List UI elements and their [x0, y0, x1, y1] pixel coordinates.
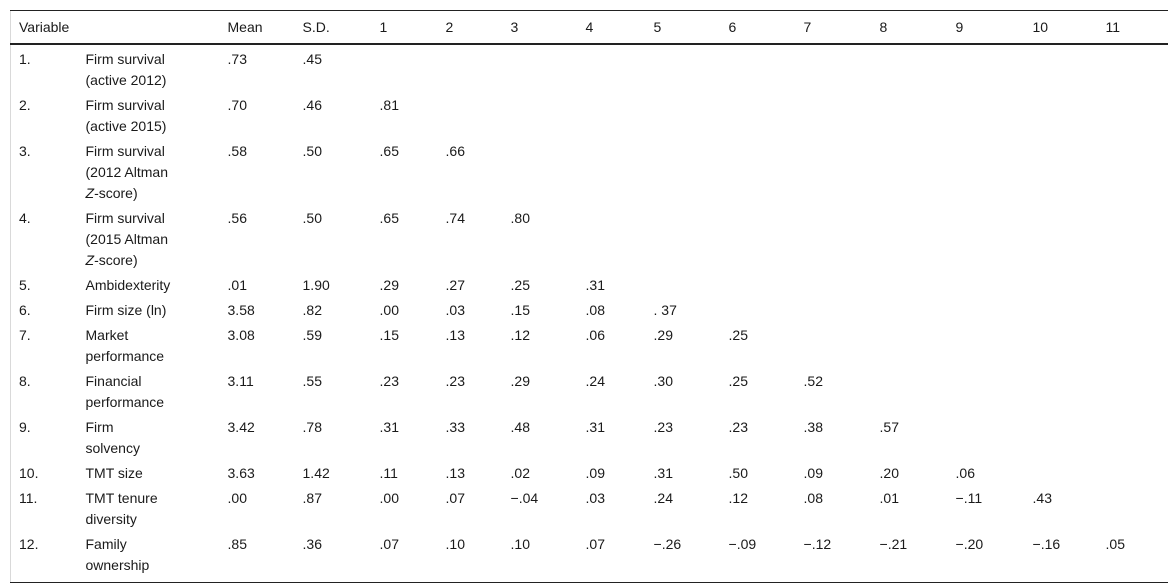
variable-name — [78, 296, 220, 321]
correlation-value — [872, 91, 948, 137]
correlation-value — [646, 91, 721, 137]
correlation-value — [578, 91, 646, 137]
correlation-value: .08 — [578, 296, 646, 321]
correlation-value: .57 — [872, 413, 948, 459]
row-number: 11. — [11, 484, 78, 530]
variable-name-line: ownership — [86, 555, 214, 576]
sd-value: .82 — [295, 296, 372, 321]
correlation-value: .48 — [503, 413, 578, 459]
variable-name — [78, 44, 220, 91]
sd-value: .46 — [295, 91, 372, 137]
correlation-value: −.11 — [948, 484, 1025, 530]
correlation-value — [948, 204, 1025, 271]
correlation-value — [1098, 44, 1168, 91]
correlation-value — [796, 137, 872, 204]
correlation-value — [1098, 204, 1168, 271]
correlation-value: .43 — [1025, 484, 1098, 530]
mean-value: .56 — [220, 204, 295, 271]
variable-name-line: solvency — [86, 438, 214, 459]
sd-value: .78 — [295, 413, 372, 459]
sd-value: .55 — [295, 367, 372, 413]
variable-name — [78, 459, 220, 484]
correlation-value: .66 — [438, 137, 503, 204]
correlation-value — [1025, 44, 1098, 91]
correlation-value — [503, 137, 578, 204]
correlation-value — [721, 204, 796, 271]
correlation-value — [503, 44, 578, 91]
variable-name-line: Firm survival — [86, 49, 214, 70]
row-number: 12. — [11, 530, 78, 583]
correlation-value: .74 — [438, 204, 503, 271]
table-row — [11, 367, 1168, 413]
header-mean: Mean — [220, 11, 295, 45]
correlation-value: .12 — [721, 484, 796, 530]
correlation-value — [503, 91, 578, 137]
variable-name-line: Ambidexterity — [86, 275, 214, 296]
correlation-value: .03 — [438, 296, 503, 321]
sd-value: .59 — [295, 321, 372, 367]
row-number: 8. — [11, 367, 78, 413]
table-row — [11, 459, 1168, 484]
correlation-value — [1098, 367, 1168, 413]
correlation-value — [948, 44, 1025, 91]
variable-name-line: Family — [86, 534, 214, 555]
correlation-value — [1025, 367, 1098, 413]
sd-value: .36 — [295, 530, 372, 583]
correlation-value — [1098, 271, 1168, 296]
correlation-value — [578, 137, 646, 204]
correlation-value — [796, 271, 872, 296]
sd-value: 1.42 — [295, 459, 372, 484]
correlation-value — [1025, 271, 1098, 296]
mean-value: .85 — [220, 530, 295, 583]
correlation-value: .31 — [578, 271, 646, 296]
variable-name-line: Firm size (ln) — [86, 300, 214, 321]
correlation-value: .38 — [796, 413, 872, 459]
sd-value: .45 — [295, 44, 372, 91]
correlation-value — [948, 91, 1025, 137]
header-7: 7 — [796, 11, 872, 45]
variable-name — [78, 413, 220, 459]
correlation-value — [1025, 296, 1098, 321]
correlation-value — [578, 204, 646, 271]
variable-name-line: Firm — [86, 417, 214, 438]
variable-name — [78, 321, 220, 367]
correlation-value — [948, 413, 1025, 459]
correlation-value — [1098, 137, 1168, 204]
header-4: 4 — [578, 11, 646, 45]
variable-name-line: (2015 Altman — [86, 229, 214, 250]
table-row — [11, 413, 1168, 459]
correlation-value — [646, 44, 721, 91]
row-number: 5. — [11, 271, 78, 296]
correlation-value: .52 — [796, 367, 872, 413]
correlation-value — [1025, 321, 1098, 367]
correlation-value — [721, 91, 796, 137]
variable-name-line: Firm survival — [86, 141, 214, 162]
correlation-value — [721, 137, 796, 204]
table-row — [11, 484, 1168, 530]
correlation-value: .13 — [438, 321, 503, 367]
variable-name-line: Z-score) — [86, 183, 214, 204]
correlation-value — [1025, 137, 1098, 204]
header-variable: Variable — [11, 11, 220, 45]
row-number: 7. — [11, 321, 78, 367]
correlation-value — [1098, 484, 1168, 530]
variable-name — [78, 484, 220, 530]
correlation-value: .50 — [721, 459, 796, 484]
correlation-value — [1098, 321, 1168, 367]
correlation-value: −.16 — [1025, 530, 1098, 583]
correlation-value: .29 — [372, 271, 438, 296]
row-number: 2. — [11, 91, 78, 137]
variable-name-line: Z-score) — [86, 250, 214, 271]
correlation-value — [796, 321, 872, 367]
variable-name-line: Firm survival — [86, 208, 214, 229]
mean-value: .58 — [220, 137, 295, 204]
correlation-value — [372, 44, 438, 91]
header-3: 3 — [503, 11, 578, 45]
variable-name-line: (active 2012) — [86, 70, 214, 91]
row-number: 10. — [11, 459, 78, 484]
correlation-value — [438, 91, 503, 137]
sd-value: .87 — [295, 484, 372, 530]
header-10: 10 — [1025, 11, 1098, 45]
correlation-value — [872, 367, 948, 413]
table-row — [11, 296, 1168, 321]
correlation-value: . 37 — [646, 296, 721, 321]
mean-value: .70 — [220, 91, 295, 137]
mean-value: .01 — [220, 271, 295, 296]
variable-name — [78, 91, 220, 137]
header-9: 9 — [948, 11, 1025, 45]
correlation-value — [872, 271, 948, 296]
variable-name-line: Market — [86, 325, 214, 346]
correlation-value: .31 — [646, 459, 721, 484]
correlation-value — [646, 271, 721, 296]
correlation-value: −.21 — [872, 530, 948, 583]
correlation-value: −.20 — [948, 530, 1025, 583]
variable-name-line: TMT tenure — [86, 488, 214, 509]
correlation-value: .25 — [721, 367, 796, 413]
correlation-value: .05 — [1098, 530, 1168, 583]
correlation-value: .13 — [438, 459, 503, 484]
correlation-value: .25 — [721, 321, 796, 367]
correlation-value — [438, 44, 503, 91]
correlation-table — [10, 10, 1168, 583]
correlation-value — [948, 271, 1025, 296]
correlation-value — [948, 321, 1025, 367]
correlation-value: −.04 — [503, 484, 578, 530]
correlation-value: .08 — [796, 484, 872, 530]
correlation-value — [796, 204, 872, 271]
header-5: 5 — [646, 11, 721, 45]
correlation-value — [796, 44, 872, 91]
correlation-value: .07 — [578, 530, 646, 583]
variable-name-line: (2012 Altman — [86, 162, 214, 183]
correlation-value — [721, 296, 796, 321]
correlation-value: .07 — [372, 530, 438, 583]
correlation-value — [721, 271, 796, 296]
correlation-value — [872, 137, 948, 204]
header-11: 11 — [1098, 11, 1168, 45]
correlation-value — [872, 321, 948, 367]
correlation-value: .10 — [503, 530, 578, 583]
table-row — [11, 91, 1168, 137]
correlation-value: .81 — [372, 91, 438, 137]
correlation-value: .15 — [503, 296, 578, 321]
correlation-value — [872, 296, 948, 321]
correlation-value: .09 — [578, 459, 646, 484]
correlation-value: .01 — [872, 484, 948, 530]
table-body — [11, 44, 1168, 583]
mean-value: 3.58 — [220, 296, 295, 321]
correlation-value: .24 — [578, 367, 646, 413]
correlation-value: .33 — [438, 413, 503, 459]
correlation-value — [948, 367, 1025, 413]
correlation-value — [578, 44, 646, 91]
table-row — [11, 44, 1168, 91]
variable-name — [78, 204, 220, 271]
variable-name — [78, 367, 220, 413]
correlation-value: −.09 — [721, 530, 796, 583]
header-6: 6 — [721, 11, 796, 45]
correlation-value: .29 — [646, 321, 721, 367]
correlation-value: −.26 — [646, 530, 721, 583]
variable-name-line: TMT size — [86, 463, 214, 484]
correlation-value: .11 — [372, 459, 438, 484]
correlation-value — [1025, 204, 1098, 271]
correlation-value — [1025, 413, 1098, 459]
header-row — [11, 11, 1168, 45]
row-number: 1. — [11, 44, 78, 91]
correlation-value: .15 — [372, 321, 438, 367]
correlation-value — [1025, 459, 1098, 484]
mean-value: .73 — [220, 44, 295, 91]
correlation-value — [1098, 91, 1168, 137]
correlation-value: .24 — [646, 484, 721, 530]
correlation-value: .07 — [438, 484, 503, 530]
table-row — [11, 321, 1168, 367]
correlation-value — [948, 296, 1025, 321]
variable-name — [78, 271, 220, 296]
variable-name-line: performance — [86, 346, 214, 367]
correlation-value — [1098, 296, 1168, 321]
mean-value: 3.63 — [220, 459, 295, 484]
correlation-value — [646, 204, 721, 271]
correlation-value: .06 — [578, 321, 646, 367]
table-row — [11, 530, 1168, 583]
correlation-value — [948, 137, 1025, 204]
correlation-value: .23 — [372, 367, 438, 413]
variable-name-line: Firm survival — [86, 95, 214, 116]
correlation-value: .30 — [646, 367, 721, 413]
header-8: 8 — [872, 11, 948, 45]
correlation-value — [796, 296, 872, 321]
correlation-value: .31 — [578, 413, 646, 459]
mean-value: .00 — [220, 484, 295, 530]
correlation-value: −.12 — [796, 530, 872, 583]
sd-value: .50 — [295, 137, 372, 204]
row-number: 3. — [11, 137, 78, 204]
sd-value: 1.90 — [295, 271, 372, 296]
variable-name-line: Financial — [86, 371, 214, 392]
header-1: 1 — [372, 11, 438, 45]
table-row — [11, 137, 1168, 204]
correlation-value — [721, 44, 796, 91]
row-number: 6. — [11, 296, 78, 321]
mean-value: 3.11 — [220, 367, 295, 413]
correlation-value: .02 — [503, 459, 578, 484]
correlation-value: .23 — [646, 413, 721, 459]
variable-name-line: (active 2015) — [86, 116, 214, 137]
correlation-value: .80 — [503, 204, 578, 271]
correlation-value: .00 — [372, 296, 438, 321]
mean-value: 3.08 — [220, 321, 295, 367]
correlation-value: .27 — [438, 271, 503, 296]
correlation-value: .65 — [372, 204, 438, 271]
sd-value: .50 — [295, 204, 372, 271]
correlation-value — [1025, 91, 1098, 137]
correlation-value — [796, 91, 872, 137]
correlation-value: .23 — [438, 367, 503, 413]
correlation-value — [872, 204, 948, 271]
header-sd: S.D. — [295, 11, 372, 45]
correlation-value: .12 — [503, 321, 578, 367]
correlation-value: .65 — [372, 137, 438, 204]
row-number: 9. — [11, 413, 78, 459]
correlation-value — [1098, 413, 1168, 459]
header-2: 2 — [438, 11, 503, 45]
correlation-value — [1098, 459, 1168, 484]
table-row — [11, 271, 1168, 296]
correlation-value — [646, 137, 721, 204]
correlation-value: .29 — [503, 367, 578, 413]
mean-value: 3.42 — [220, 413, 295, 459]
correlation-value: .00 — [372, 484, 438, 530]
variable-name-line: performance — [86, 392, 214, 413]
correlation-value: .09 — [796, 459, 872, 484]
correlation-value: .10 — [438, 530, 503, 583]
correlation-value: .25 — [503, 271, 578, 296]
correlation-value: .06 — [948, 459, 1025, 484]
correlation-value: .03 — [578, 484, 646, 530]
correlation-value: .20 — [872, 459, 948, 484]
variable-name — [78, 530, 220, 583]
row-number: 4. — [11, 204, 78, 271]
variable-name-line: diversity — [86, 509, 214, 530]
correlation-value: .31 — [372, 413, 438, 459]
table-row — [11, 204, 1168, 271]
correlation-value: .23 — [721, 413, 796, 459]
variable-name — [78, 137, 220, 204]
correlation-value — [872, 44, 948, 91]
